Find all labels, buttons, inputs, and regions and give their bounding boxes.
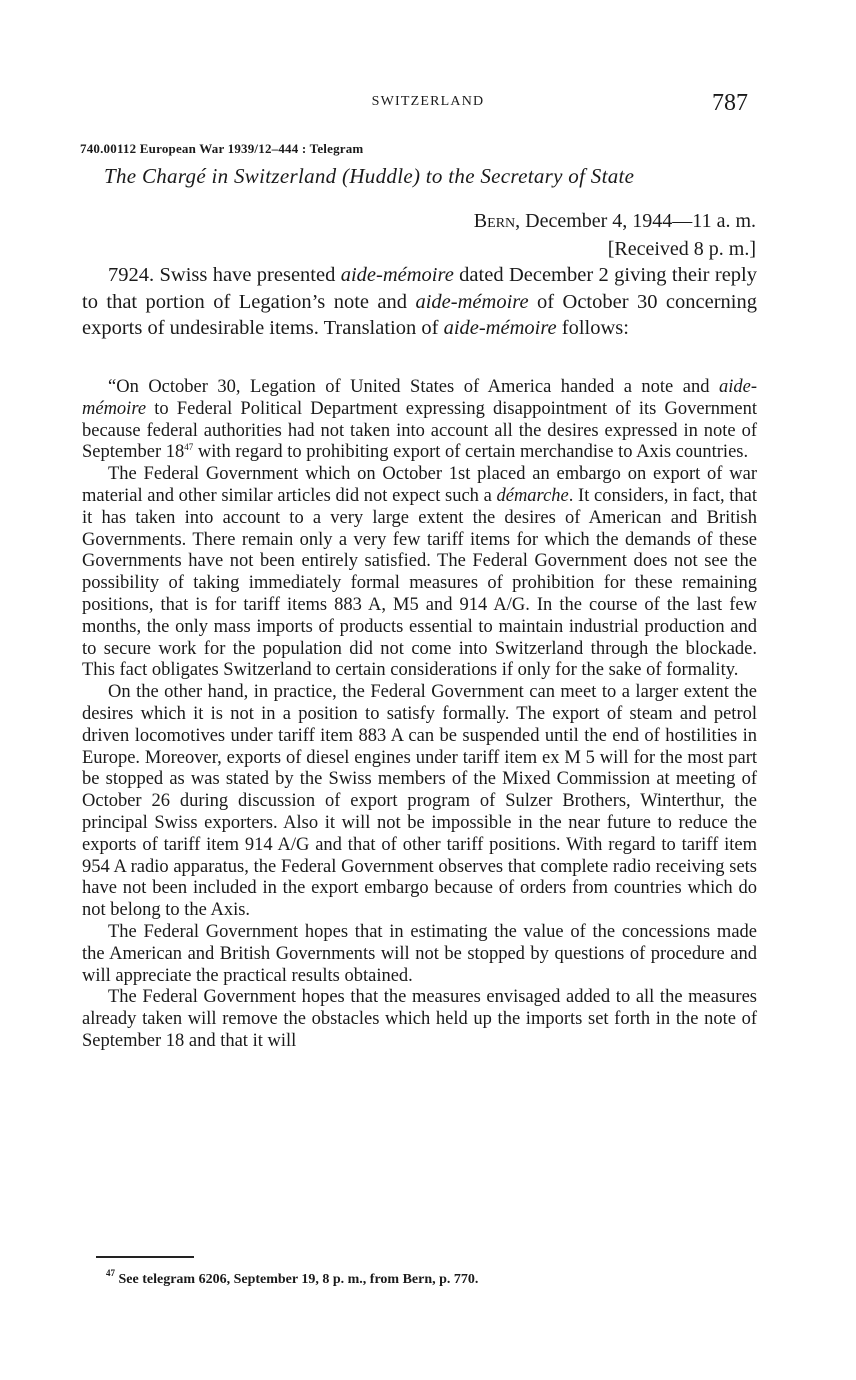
page-number: 787 [712,90,748,116]
quote-italic: aide-mémoire [82,377,757,419]
intro-text: 7924. Swiss have presented [108,264,341,286]
file-reference: 740.00112 European War 1939/12–444 : Telegram [80,141,364,156]
running-head: SWITZERLAND [371,94,485,109]
quote-paragraph-4: The Federal Government hopes that in estimating the value of the concessions made the American and British Governments will not be stopped by questions of procedure and will appreciate the practical results obtained. [82,921,757,986]
intro-text: dated December 2 giving their reply to that portion of Legation’s note and [82,264,757,313]
quote-paragraph-2 [82,464,757,682]
dateline-time: , December 4, 1944—11 a. m. [515,210,756,232]
quote-text: “On October 30, Legation of United States of America handed a note and [108,377,719,397]
dateline-received: [Received 8 p. m.] [607,238,756,260]
footnote-reference[interactable]: 47 [184,442,194,453]
dateline-place: Bern [473,210,516,232]
footnote-text: See telegram 6206, September 19, 8 p. m., from Bern, p. 770. [115,1272,479,1287]
dateline-sent [474,207,756,235]
intro-text: follows: [556,317,629,340]
quote-paragraph-1 [82,377,757,464]
footnote-rule [96,1256,194,1258]
quoted-aide-memoire [82,377,757,1053]
quote-paragraph-3: On the other hand, in practice, the Federal Government can meet to a larger extent the desires which it is not in a position to satisfy formally. The export of steam and petrol driven locomotives under tariff item 883 A can be suspended until the end of hostilities in Europe. Moreover, exports of diesel engines under tariff item ex M 5 will for the most part be stopped as was stated by the Swiss members of the Mixed Commission at meeting of October 26 during discussion of export program of Sulzer Brothers, Winterthur, the principal Swiss exporters. Also it will not be impossible in the near future to reduce the exports of tariff item 914 A/G and that of other tariff positions. With regard to tariff item 954 A radio apparatus, the Federal Government observes that complete radio receiving sets have not been included in the export embargo because of orders from countries which do not belong to the Axis. [82,682,757,921]
intro-italic: aide-mémoire [415,290,529,313]
quote-text: The Federal Government which on October 1st placed an embargo on export of war material and other similar articles did not expect such a [82,464,757,506]
intro-italic: aide-mémoire [340,264,454,286]
footnote-marker: 47 [106,1268,115,1278]
quote-italic: démarche [496,485,569,506]
footnote [106,1268,479,1288]
dateline [474,207,756,263]
intro-text: of October 30 concerning exports of undesirable items. Translation of [82,290,757,340]
intro-italic: aide-mémoire [443,317,557,340]
quote-text: with regard to prohibiting export of certain merchandise to Axis countries. [193,442,749,463]
quote-paragraph-5: The Federal Government hopes that the measures envisaged added to all the measures already taken will remove the obstacles which held up the imports set forth in the note of September 18 and that it will [82,987,757,1051]
document-heading: The Chargé in Switzerland (Huddle) to the Secretary of State [104,164,635,188]
quote-text: . It considers, in fact, that it has taken into account to a very large extent the desires of American and British Governments. There remain only a very few tariff items for which the demands of these Governments have not been entirely satisfied. The Federal Government does not see the possibility of taking immediately formal measures of prohibition for these remaining positions, that is for tariff items 883 A, M5 and 914 A/G. In the course of the last few months, the only mass imports of products essential to maintain industrial production and to secure work for the population did not come into Switzerland through the blockade. This fact obligates Switzerland to certain considerations if only for the sake of formality. [82,485,757,681]
quote-text: to Federal Political Department expressing disappointment of its Government because federal authorities had not taken into account all the desires expressed in note of September 18 [82,398,757,463]
intro-paragraph [82,262,757,342]
